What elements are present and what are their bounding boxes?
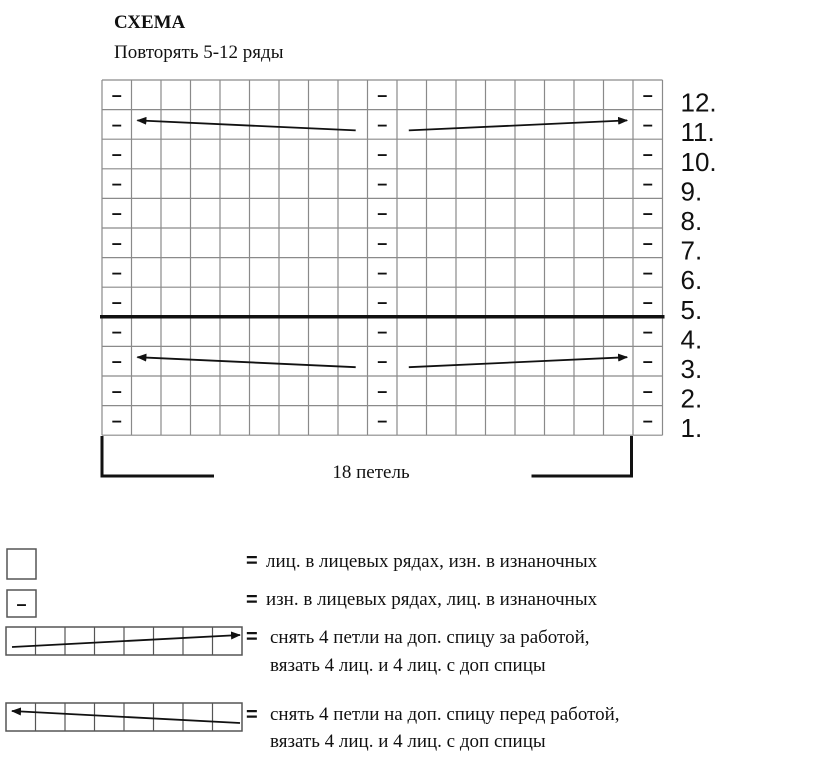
purl-mark: – xyxy=(111,351,122,372)
purl-mark: – xyxy=(111,173,122,194)
purl-mark: – xyxy=(377,114,388,135)
row-label: 9. xyxy=(680,176,703,207)
purl-mark: – xyxy=(111,321,122,342)
purl-mark: – xyxy=(377,380,388,401)
purl-mark: – xyxy=(377,144,388,164)
row-label: 8. xyxy=(680,206,703,236)
legend-purl-symbol xyxy=(6,589,38,619)
legend-text-3a: снять 4 петли на доп. спицу за работой, xyxy=(270,627,590,648)
legend-text-4b: вязать 4 лиц. и 4 лиц. с доп спицы xyxy=(270,731,546,752)
chart-title: СХЕМА xyxy=(114,12,186,33)
cable-left-arrow xyxy=(137,120,355,130)
purl-mark: – xyxy=(642,232,653,253)
legend-knit-symbol xyxy=(6,548,38,582)
legend-text-4a: снять 4 петли на доп. спицу перед работой, xyxy=(270,704,620,725)
purl-mark: – xyxy=(377,84,388,105)
purl-mark: – xyxy=(642,321,653,342)
row-label: 1. xyxy=(680,413,703,444)
purl-mark: – xyxy=(642,173,653,194)
cable-left-arrow xyxy=(137,357,355,367)
purl-mark: – xyxy=(377,321,388,342)
legend-equals-2: = xyxy=(246,589,258,611)
row-label: 12. xyxy=(680,87,717,118)
stitch-count-label: 18 петель xyxy=(332,462,410,483)
legend-cable-right-symbol xyxy=(4,624,246,658)
legend-text-3b: вязать 4 лиц. и 4 лиц. с доп спицы xyxy=(270,655,546,676)
purl-mark: – xyxy=(377,232,388,253)
purl-mark: – xyxy=(111,292,122,312)
purl-mark: – xyxy=(111,144,122,164)
cable-right-arrow xyxy=(409,120,627,130)
purl-mark: – xyxy=(377,410,388,431)
purl-mark: – xyxy=(111,410,122,431)
row-label: 3. xyxy=(680,354,703,384)
chart-subtitle: Повторять 5-12 ряды xyxy=(114,42,284,63)
purl-mark: – xyxy=(377,203,388,224)
row-label: 7. xyxy=(680,235,703,266)
purl-mark: – xyxy=(642,410,653,431)
purl-mark: – xyxy=(111,114,122,135)
purl-mark: – xyxy=(377,292,388,312)
legend-cable-left-symbol xyxy=(4,700,246,734)
purl-mark: – xyxy=(642,351,653,372)
purl-mark: – xyxy=(642,84,653,105)
purl-mark: – xyxy=(642,262,653,283)
purl-mark: – xyxy=(642,114,653,135)
row-label: 2. xyxy=(680,383,703,414)
row-label: 11. xyxy=(680,117,715,148)
legend-text-1: лиц. в лицевых рядах, изн. в изнаночных xyxy=(266,551,598,572)
legend-equals-1: = xyxy=(246,550,258,572)
row-label: 6. xyxy=(680,265,703,296)
row-label: 10. xyxy=(680,146,717,177)
legend-purl-mark: – xyxy=(16,594,27,614)
legend-text-2: изн. в лицевых рядах, лиц. в изнаночных xyxy=(266,589,598,610)
row-label: 5. xyxy=(680,294,703,325)
purl-mark: – xyxy=(642,144,653,164)
purl-mark: – xyxy=(111,262,122,283)
purl-mark: – xyxy=(642,292,653,312)
purl-mark: – xyxy=(642,380,653,401)
cable-right-arrow xyxy=(409,357,627,367)
purl-mark: – xyxy=(111,203,122,224)
purl-mark: – xyxy=(111,84,122,105)
legend-cable-left-arrow xyxy=(12,711,240,723)
purl-mark: – xyxy=(377,262,388,283)
purl-mark: – xyxy=(642,203,653,224)
purl-mark: – xyxy=(111,232,122,253)
legend-cable-right-arrow xyxy=(12,635,240,647)
stitch-bracket-right xyxy=(532,436,632,476)
legend-equals-4: = xyxy=(246,704,258,726)
legend-equals-3: = xyxy=(246,626,258,648)
stitch-bracket-left xyxy=(102,436,214,476)
purl-mark: – xyxy=(111,380,122,401)
row-label: 4. xyxy=(680,324,703,355)
purl-mark: – xyxy=(377,173,388,194)
purl-mark: – xyxy=(377,351,388,372)
